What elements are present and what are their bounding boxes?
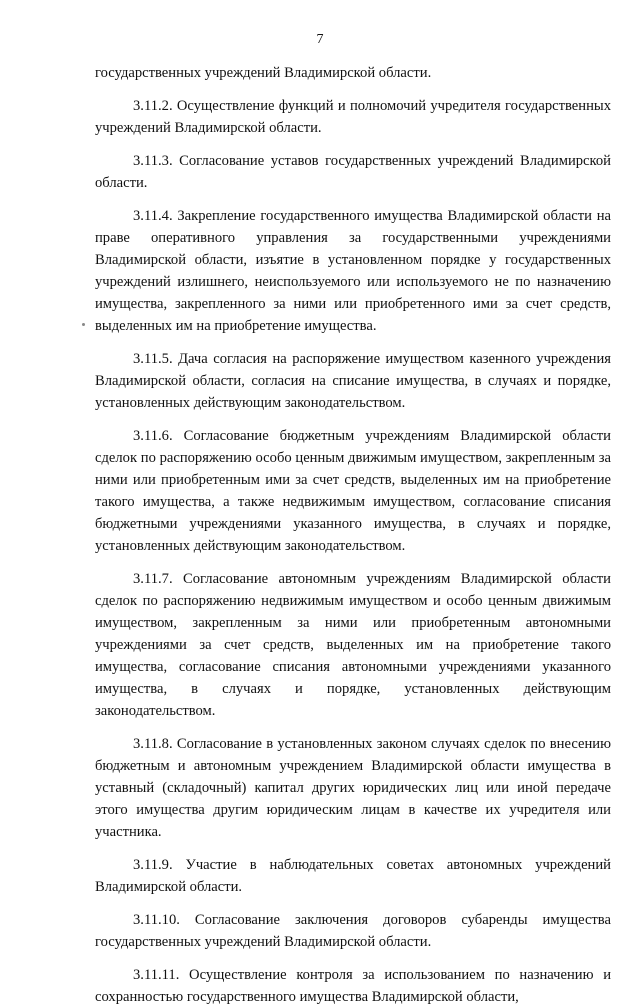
- page-number: 7: [316, 32, 324, 47]
- paragraph-3-11-6: 3.11.6. Согласование бюджетным учреждениям Владимирской области сделок по распоряжению особо ценным движимым имуществом, закрепленным за ними или приобретенным ими за счет средств, выделенных им на приобретение такого имущества, а также недвижимым имуществом, согласование списания бюджетными учреждениями указанного имущества, в случаях и порядке, установленных действующим законодательством.: [95, 428, 611, 554]
- paragraph-3-11-9: 3.11.9. Участие в наблюдательных советах автономных учреждений Владимирской области.: [95, 857, 611, 895]
- paragraph-3-11-7: 3.11.7. Согласование автономным учреждениям Владимирской области сделок по распоряжению недвижимым имуществом и особо ценным движимым имуществом, закрепленным за ними или приобретенным автономными учреждениями за счет средств, выделенных им на приобретение такого имущества, согласование списания автономными учреждениями указанного имущества, в случаях и порядке, установленных действующим законодательством.: [95, 571, 611, 719]
- paragraph-3-11-2: 3.11.2. Осуществление функций и полномочий учредителя государственных учреждений Владимирской области.: [95, 98, 611, 136]
- scan-mark: [82, 323, 85, 326]
- paragraph-continuation: государственных учреждений Владимирской области.: [95, 65, 432, 81]
- paragraph-3-11-8: 3.11.8. Согласование в установленных законом случаях сделок по внесению бюджетным и автономным учреждением Владимирской области имущества в уставный (складочный) капитал других юридических лиц или иной передаче этого имущества другим юридическим лицам в качестве их учредителя или участника.: [95, 736, 611, 840]
- paragraph-3-11-5: 3.11.5. Дача согласия на распоряжение имуществом казенного учреждения Владимирской области, согласия на списание имущества, в случаях и порядке, установленных действующим законодательством.: [95, 351, 611, 411]
- document-body: [95, 62, 611, 1008]
- paragraph-3-11-4: 3.11.4. Закрепление государственного имущества Владимирской области на праве оперативного управления за государственными учреждениями Владимирской области, изъятие в установленном порядке у государственных учреждений излишнего, неиспользуемого или используемого не по назначению имущества, закрепленного за ними или приобретенного ими за счет средств, выделенных им на приобретение имущества.: [95, 208, 611, 334]
- paragraph-3-11-10: 3.11.10. Согласование заключения договоров субаренды имущества государственных учреждений Владимирской области.: [95, 912, 611, 950]
- paragraph-3-11-3: 3.11.3. Согласование уставов государственных учреждений Владимирской области.: [95, 153, 611, 191]
- paragraph-3-11-11: 3.11.11. Осуществление контроля за использованием по назначению и сохранностью государственного имущества Владимирской области,: [95, 967, 611, 1005]
